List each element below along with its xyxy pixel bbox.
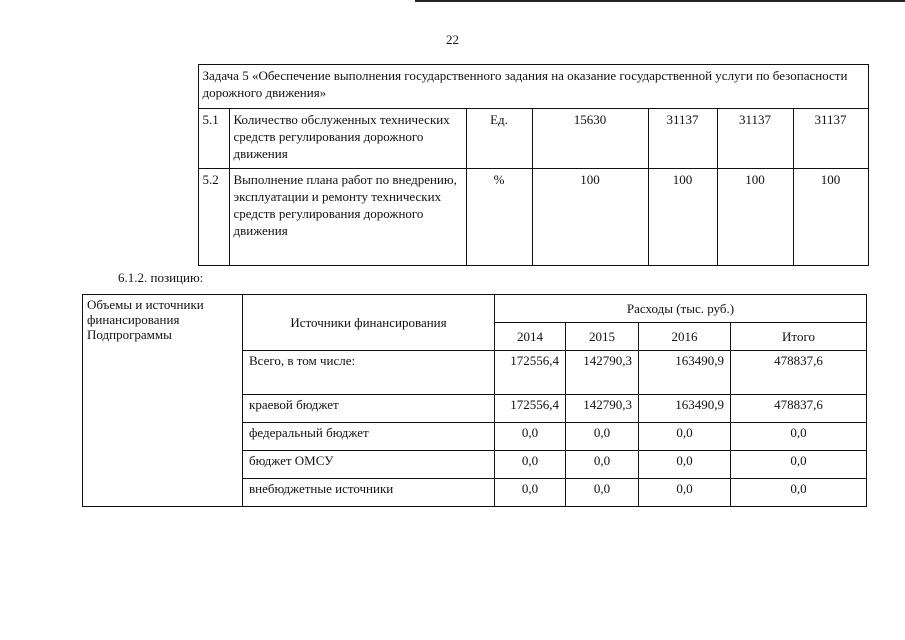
year-header: 2016 [639, 323, 731, 351]
top-rule [415, 0, 905, 2]
year-header: 2014 [495, 323, 566, 351]
section-caption: 6.1.2. позицию: [118, 270, 204, 285]
amount-cell: 163490,9 [639, 395, 731, 423]
source-name: бюджет ОМСУ [243, 451, 495, 479]
amount-cell: 172556,4 [495, 395, 566, 423]
indicator-value: 100 [648, 169, 717, 266]
indicator-row [82, 109, 868, 169]
amount-cell: 0,0 [495, 479, 566, 507]
task-indicators-table [82, 64, 869, 266]
indicator-number: 5.2 [198, 169, 229, 266]
indicator-value: 31137 [717, 109, 793, 169]
indicator-value: 100 [717, 169, 793, 266]
indicator-name: Выполнение плана работ по внедрению, эксплуатации и ремонту технических средств регулирования дорожного движения [229, 169, 466, 266]
indicator-row [82, 169, 868, 266]
source-name: краевой бюджет [243, 395, 495, 423]
indicator-number: 5.1 [198, 109, 229, 169]
amount-cell: 163490,9 [639, 351, 731, 395]
page-number: 22 [446, 32, 459, 47]
total-header: Итого [731, 323, 867, 351]
amount-cell: 478837,6 [731, 395, 867, 423]
year-header: 2015 [566, 323, 639, 351]
amount-cell: 0,0 [495, 451, 566, 479]
source-name: Всего, в том числе: [243, 351, 495, 395]
task-title-row [82, 65, 868, 109]
amount-cell: 0,0 [495, 423, 566, 451]
indicator-value: 31137 [793, 109, 868, 169]
amount-cell: 0,0 [566, 423, 639, 451]
amount-cell: 142790,3 [566, 395, 639, 423]
sources-header: Источники финансирования [243, 295, 495, 351]
financing-header-row [83, 295, 867, 323]
indicator-value: 15630 [532, 109, 648, 169]
source-name: федеральный бюджет [243, 423, 495, 451]
indicator-value: 100 [532, 169, 648, 266]
amount-cell: 0,0 [731, 451, 867, 479]
amount-cell: 0,0 [639, 451, 731, 479]
indicator-name: Количество обслуженных технических средств регулирования дорожного движения [229, 109, 466, 169]
financing-table [82, 294, 867, 507]
indicator-unit: Ед. [466, 109, 532, 169]
amount-cell: 0,0 [566, 451, 639, 479]
amount-cell: 172556,4 [495, 351, 566, 395]
left-blank-cell [82, 65, 198, 266]
amount-cell: 0,0 [639, 479, 731, 507]
amount-cell: 142790,3 [566, 351, 639, 395]
amount-cell: 0,0 [566, 479, 639, 507]
indicator-unit: % [466, 169, 532, 266]
amount-cell: 0,0 [731, 423, 867, 451]
financing-row-label: Объемы и источники финансирования Подпрограммы [83, 295, 243, 507]
amount-cell: 0,0 [639, 423, 731, 451]
expenses-header: Расходы (тыс. руб.) [495, 295, 867, 323]
indicator-value: 31137 [648, 109, 717, 169]
task-title: Задача 5 «Обеспечение выполнения государственного задания на оказание государственной услуги по безопасности дорожного движения» [198, 65, 868, 109]
indicator-value: 100 [793, 169, 868, 266]
source-name: внебюджетные источники [243, 479, 495, 507]
amount-cell: 478837,6 [731, 351, 867, 395]
amount-cell: 0,0 [731, 479, 867, 507]
